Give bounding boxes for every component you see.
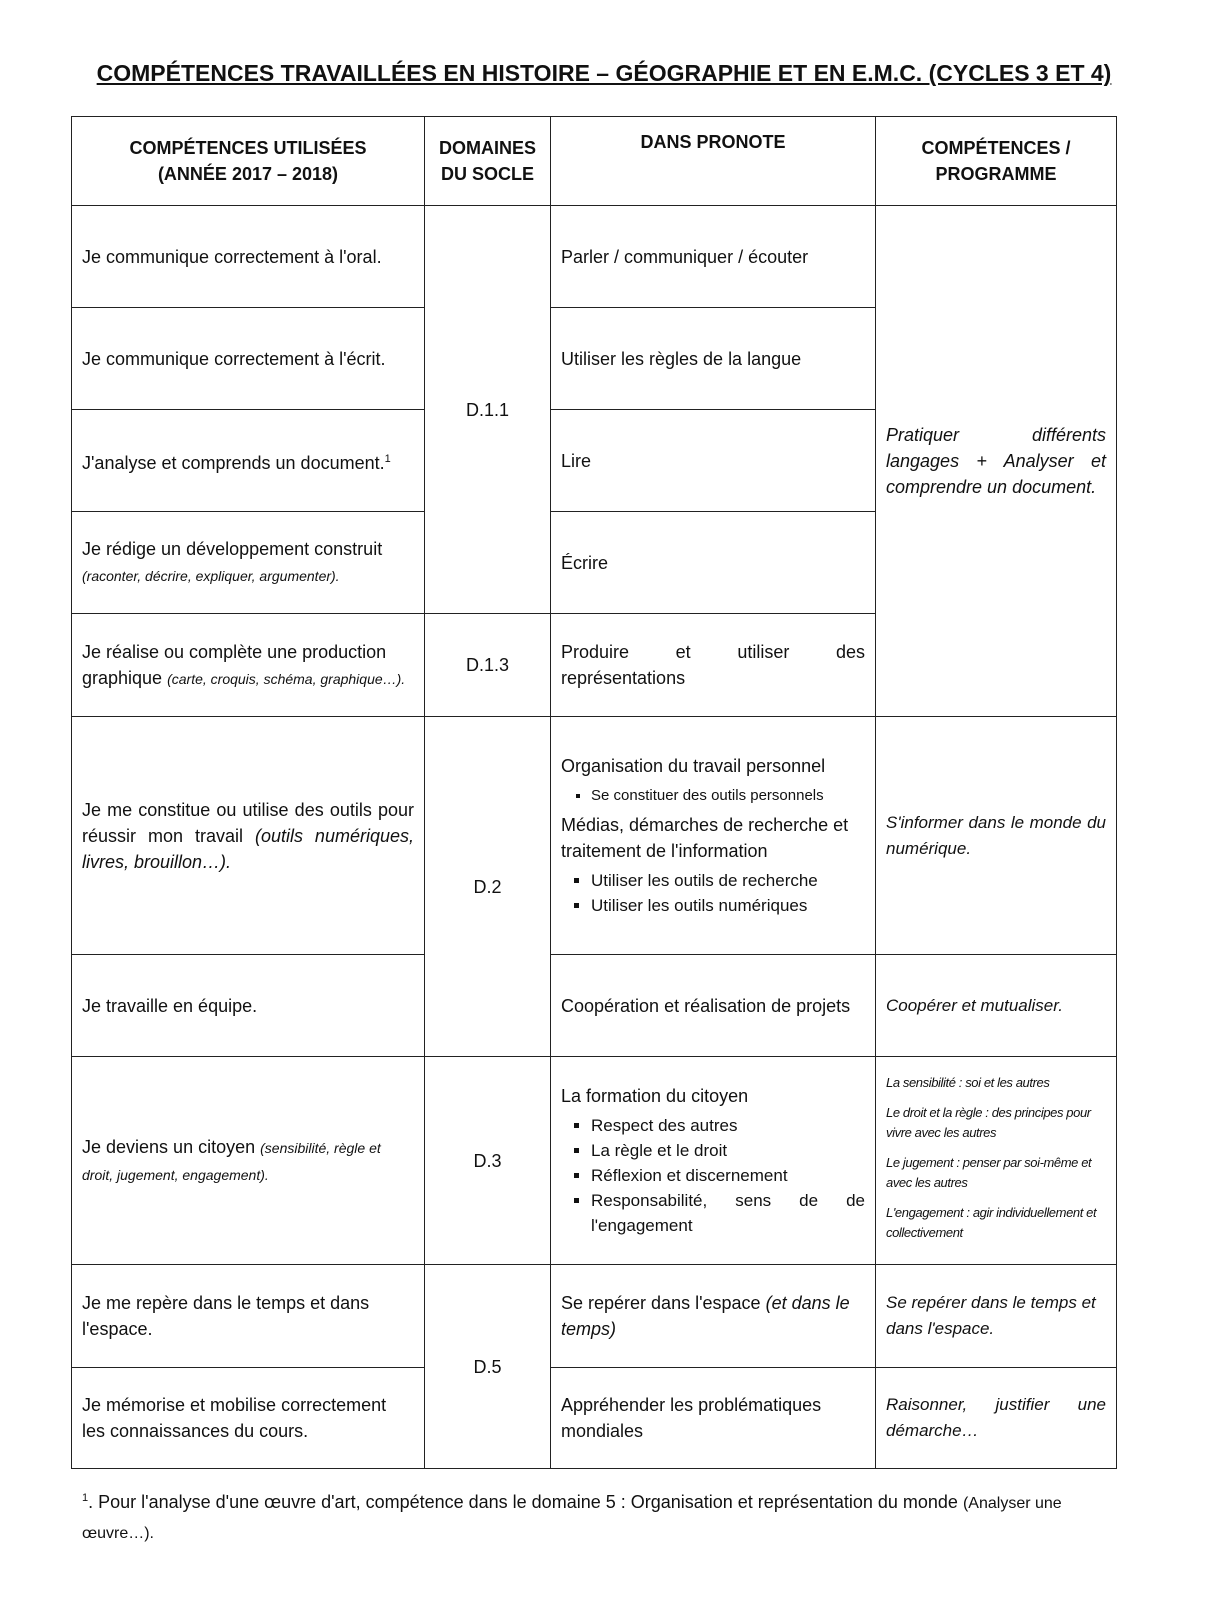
header-programme: COMPÉTENCES / PROGRAMME: [876, 117, 1117, 206]
table-row: [72, 955, 1117, 1057]
pronote-cell: Parler / communiquer / écouter: [551, 206, 876, 308]
competence-cell: Je me constitue ou utilise des outils pour réussir mon travail (outils numériques, livres, brouillon…).: [72, 717, 425, 955]
footnote: $^1$. Pour l'analyse d'une œuvre d'art, compétence dans le domaine 5 : Organisation et représentation du monde (Analyser une œuvre…).: [82, 1492, 1062, 1542]
programme-cell: La sensibilité : soi et les autres Le droit et la règle : des principes pour vivre avec les autres Le jugement : penser par soi-même et avec les autres L'engagement : agir individuellement et collectivement: [876, 1057, 1117, 1265]
table-row: [72, 206, 1117, 308]
competence-cell: Je travaille en équipe.: [72, 955, 425, 1057]
pronote-cell: Lire: [551, 410, 876, 512]
table-row: [72, 1368, 1117, 1469]
pronote-cell: Produire et utiliser des représentations: [551, 614, 876, 717]
domain-cell: D.1.1: [425, 206, 551, 614]
competence-cell: Je me repère dans le temps et dans l'espace.: [72, 1265, 425, 1368]
competence-cell: Je communique correctement à l'oral.: [72, 206, 425, 308]
header-domaines: DOMAINES DU SOCLE: [425, 117, 551, 206]
competence-cell: J'analyse et comprends un document.$^1$: [72, 410, 425, 512]
competences-table: [71, 116, 1117, 1469]
programme-cell: Raisonner, justifier une démarche…: [876, 1368, 1117, 1469]
footnote-ref: 1: [384, 452, 391, 465]
pronote-cell: La formation du citoyen ▪ Respect des autres ▪ La règle et le droit ▪ Réflexion et discernement ▪ Responsabilité, sens de de l'engagement: [551, 1057, 876, 1265]
table-row: [72, 1057, 1117, 1265]
competence-cell: Je communique correctement à l'écrit.: [72, 308, 425, 410]
domain-cell: D.3: [425, 1057, 551, 1265]
pronote-cell: Utiliser les règles de la langue: [551, 308, 876, 410]
competence-cell: Je réalise ou complète une production graphique (carte, croquis, schéma, graphique…).: [72, 614, 425, 717]
page-title: COMPÉTENCES TRAVAILLÉES EN HISTOIRE – GÉOGRAPHIE ET EN E.M.C. (CYCLES 3 ET 4): [96, 60, 1112, 86]
table-header-row: [72, 117, 1117, 206]
pronote-cell: Organisation du travail personnel ▪ Se constituer des outils personnels Médias, démarches de recherche et traitement de l'information ▪ Utiliser les outils de recherche ▪ Utiliser les outils numériques: [551, 717, 876, 955]
header-pronote: DANS PRONOTE: [551, 117, 876, 206]
programme-cell: Coopérer et mutualiser.: [876, 955, 1117, 1057]
pronote-cell: Se repérer dans l'espace (et dans le temps): [551, 1265, 876, 1368]
pronote-cell: Écrire: [551, 512, 876, 614]
competence-cell: Je rédige un développement construit (raconter, décrire, expliquer, argumenter).: [72, 512, 425, 614]
pronote-cell: Appréhender les problématiques mondiales: [551, 1368, 876, 1469]
table-row: [72, 1265, 1117, 1368]
table-row: [72, 717, 1117, 955]
competence-cell: Je mémorise et mobilise correctement les connaissances du cours.: [72, 1368, 425, 1469]
domain-cell: D.5: [425, 1265, 551, 1469]
pronote-cell: Coopération et réalisation de projets: [551, 955, 876, 1057]
domain-cell: D.2: [425, 717, 551, 1057]
domain-cell: D.1.3: [425, 614, 551, 717]
competence-cell: Je deviens un citoyen (sensibilité, règle et droit, jugement, engagement).: [72, 1057, 425, 1265]
programme-cell: S'informer dans le monde du numérique.: [876, 717, 1117, 955]
header-competences: COMPÉTENCES UTILISÉES (ANNÉE 2017 – 2018): [72, 117, 425, 206]
programme-cell: Pratiquer différents langages + Analyser et comprendre un document.: [876, 206, 1117, 717]
programme-cell: Se repérer dans le temps et dans l'espace.: [876, 1265, 1117, 1368]
